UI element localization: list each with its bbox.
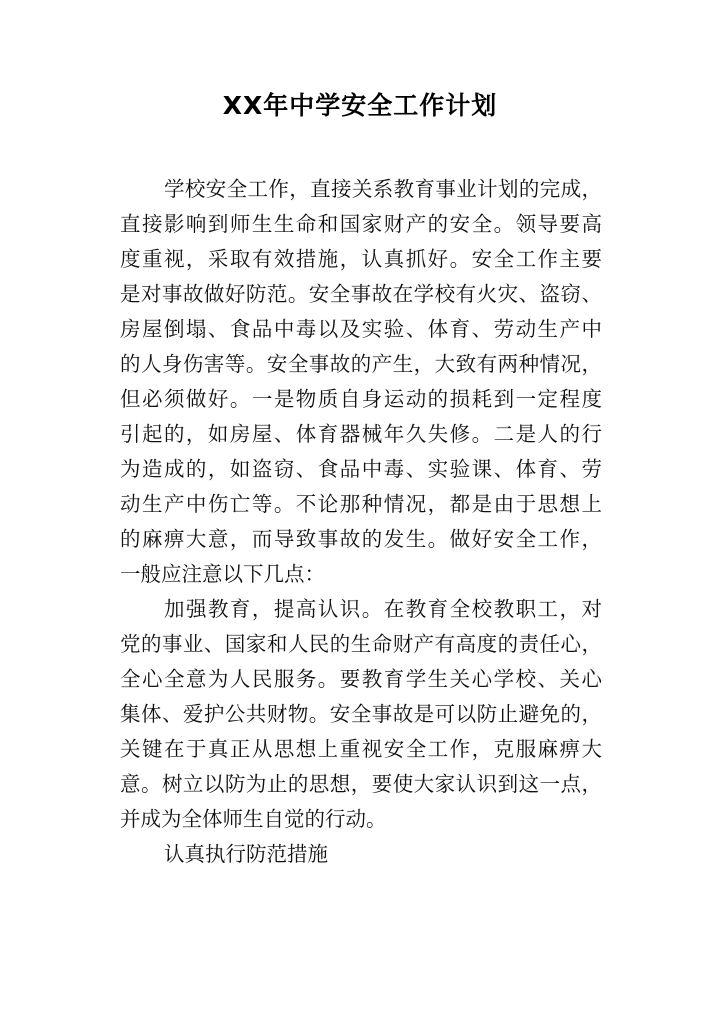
paragraph-1 (120, 172, 602, 592)
text-line: 房屋倒塌、食品中毒以及实验、体育、劳动生产中 (120, 317, 602, 341)
text-line: 引起的，如房屋、体育器械年久失修。二是人的行 (120, 422, 602, 446)
paragraph-3 (120, 837, 602, 872)
text-line: 加强教育，提高认识。在教育全校教职工，对 (164, 597, 602, 621)
text-line: 为造成的，如盗窃、食品中毒、实验课、体育、劳 (120, 457, 602, 481)
text-line: 动生产中伤亡等。不论那种情况，都是由于思想上 (120, 492, 602, 516)
section-heading: 认真执行防范措施 (164, 842, 328, 866)
text-line: 集体、爱护公共财物。安全事故是可以防止避免的， (120, 702, 602, 726)
text-line: 是对事故做好防范。安全事故在学校有火灾、盗窃、 (120, 282, 602, 306)
text-line: 党的事业、国家和人民的生命财产有高度的责任心， (120, 632, 602, 656)
text-line: 意。树立以防为止的思想，要使大家认识到这一点， (120, 772, 602, 796)
document-body (120, 172, 602, 872)
paragraph-2 (120, 592, 602, 837)
text-line: 但必须做好。一是物质自身运动的损耗到一定程度 (120, 387, 602, 411)
text-line: 的人身伤害等。安全事故的产生，大致有两种情况， (120, 352, 602, 376)
text-line: 直接影响到师生生命和国家财产的安全。领导要高 (120, 212, 602, 236)
text-line: 并成为全体师生自觉的行动。 (120, 807, 387, 831)
text-line: 学校安全工作，直接关系教育事业计划的完成， (164, 177, 602, 201)
text-line: 的麻痹大意，而导致事故的发生。做好安全工作， (120, 527, 602, 551)
text-line: 关键在于真正从思想上重视安全工作，克服麻痹大 (120, 737, 602, 761)
text-line: 全心全意为人民服务。要教育学生关心学校、关心 (120, 667, 602, 691)
text-line: 一般应注意以下几点： (120, 562, 325, 586)
text-line: 度重视，采取有效措施，认真抓好。安全工作主要 (120, 247, 602, 271)
document-title: XX年中学安全工作计划 (222, 91, 498, 120)
